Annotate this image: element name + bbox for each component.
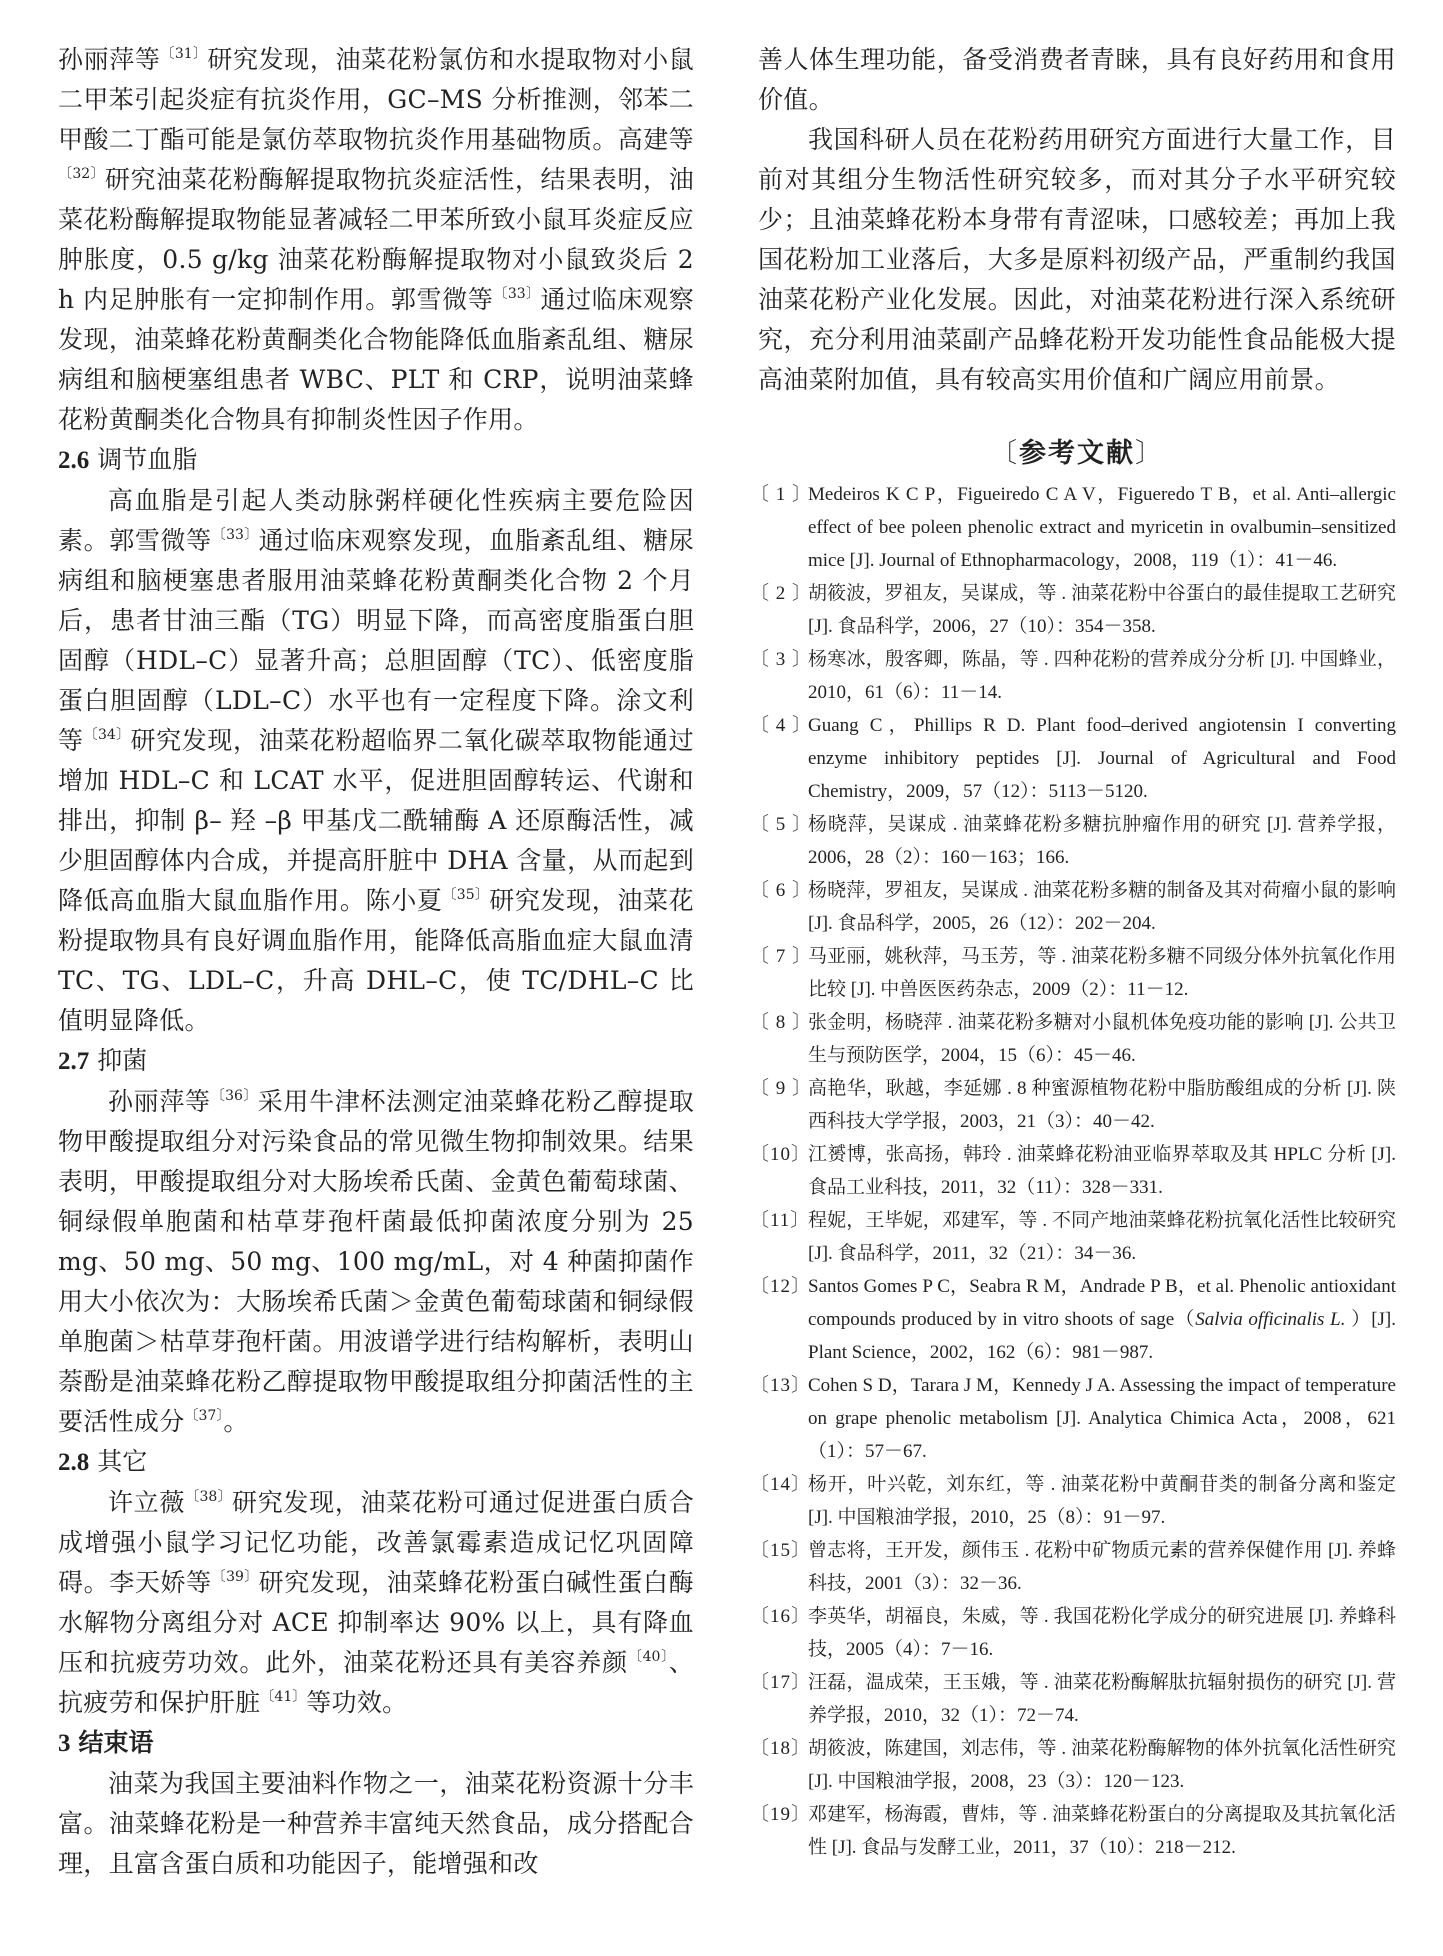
- reference-text: 胡筱波，罗祖友，吴谋成，等 . 油菜花粉中谷蛋白的最佳提取工艺研究 [J]. 食品科学，2006，27（10）：354－358.: [808, 583, 1396, 637]
- reference-text: 程妮，王毕妮，邓建军，等 . 不同产地油菜蜂花粉抗氧化活性比较研究 [J]. 食品科学，2011，32（21）：34－36.: [808, 1210, 1396, 1264]
- section-heading: [58, 1041, 694, 1082]
- reference-number: 〔11〕: [750, 1210, 811, 1231]
- citation-marker[interactable]: 〔41〕: [260, 1689, 307, 1705]
- reference-species-name: Salvia officinalis L.: [1195, 1309, 1346, 1330]
- reference-item: [750, 1600, 1396, 1666]
- reference-item: [750, 643, 1396, 709]
- reference-item: [750, 1468, 1396, 1534]
- conclusion-paragraph: 我国科研人员在花粉药用研究方面进行大量工作，目前对其组分生物活性研究较多，而对其分子水平研究较少；且油菜蜂花粉本身带有青涩味，口感较差；再加上我国花粉加工业落后，大多是原料初级产品，严重制约我国油菜花粉产业化发展。因此，对油菜花粉进行深入系统研究，充分利用油菜副产品蜂花粉开发功能性食品能极大提高油菜附加值，具有较高实用价值和广阔应用前景。: [758, 125, 1396, 394]
- reference-item: [750, 808, 1396, 874]
- body-paragraph: [58, 1764, 694, 1884]
- body-paragraph: [58, 481, 694, 1041]
- reference-item: [750, 1006, 1396, 1072]
- reference-item: [750, 1270, 1396, 1369]
- reference-number: 〔10〕: [750, 1144, 812, 1165]
- paragraph-text: 采用牛津杯法测定油菜蜂花粉乙醇提取物甲酸提取组分对污染食品的常见微生物抑制效果。结果表明，甲酸提取组分对大肠埃希氏菌、金黄色葡萄球菌、铜绿假单胞菌和枯草芽孢杆菌最低抑菌浓度分别为 25 mg、50 mg、50 mg、100 mg/mL，对 4 种菌抑菌作用大小依次为：大肠埃希氏菌＞金黄色葡萄球菌和铜绿假单胞菌＞枯草芽孢杆菌。用波谱学进行结构解析，表明山萘酚是油菜蜂花粉乙醇提取物甲酸提取组分抑菌活性的主要活性成分: [58, 1087, 694, 1436]
- paragraph-text: 研究发现，油菜蜂花粉蛋白碱性蛋白酶水解物分离组分对 ACE 抑制率达 90% 以上，具有降血压和抗疲劳功效。此外，油菜花粉还具有美容养颜: [58, 1568, 694, 1677]
- reference-list: [750, 478, 1396, 1864]
- reference-text: Cohen S D，Tarara J M，Kennedy J A. Assessing the impact of temperature on grape phenolic metabolism [J]. Analytica Chimica Acta，2008，621（1）：57－67.: [808, 1375, 1396, 1462]
- reference-text: 张金明，杨晓萍 . 油菜花粉多糖对小鼠机体免疫功能的影响 [J]. 公共卫生与预防医学，2004，15（6）：45－46.: [808, 1012, 1396, 1066]
- reference-number: 〔 1 〕: [750, 484, 813, 505]
- reference-number: 〔14〕: [750, 1474, 812, 1495]
- reference-number: 〔17〕: [750, 1672, 812, 1693]
- paragraph-text: 研究发现，油菜花粉超临界二氧化碳萃取物能通过增加 HDL–C 和 LCAT 水平，促进胆固醇转运、代谢和排出，抑制 β– 羟 –β 甲基戊二酰辅酶 A 还原酶活性，减少胆固醇体内合成，并提高肝脏中 DHA 含量，从而起到降低高血脂大鼠血脂作用。陈小夏: [58, 726, 694, 915]
- reference-text: 邓建军，杨海霞，曹炜，等 . 油菜蜂花粉蛋白的分离提取及其抗氧化活性 [J]. 食品与发酵工业，2011，37（10）：218－212.: [808, 1804, 1396, 1858]
- body-paragraph: [58, 1082, 694, 1442]
- reference-number: 〔 9 〕: [750, 1078, 813, 1099]
- reference-number: 〔18〕: [750, 1738, 812, 1759]
- reference-text: 胡筱波，陈建国，刘志伟，等 . 油菜花粉酶解物的体外抗氧化活性研究 [J]. 中国粮油学报，2008，23（3）：120－123.: [808, 1738, 1396, 1792]
- section-number: 3: [58, 1730, 71, 1757]
- section-title: 调节血脂: [97, 445, 198, 474]
- references-heading-text: 参考文献: [1019, 438, 1135, 469]
- reference-text: 杨晓萍，吴谋成 . 油菜蜂花粉多糖抗肿瘤作用的研究 [J]. 营养学报，2006，28（2）：160－163；166.: [808, 814, 1396, 868]
- left-column: [58, 40, 694, 1884]
- reference-number: 〔12〕: [750, 1276, 812, 1297]
- references-heading-close-bracket: 〕: [1135, 438, 1164, 469]
- paragraph-text: 等功效。: [306, 1688, 408, 1717]
- references-heading: [758, 434, 1396, 474]
- reference-text: Medeiros K C P，Figueiredo C A V，Figueredo T B，et al. Anti–allergic effect of bee poleen phenolic extract and myricetin in ovalbumin–sensitized mice [J]. Journal of Ethnopharmacology，2008，119（1）：41－46.: [808, 484, 1396, 571]
- reference-text: 高艳华，耿越，李延娜 . 8 种蜜源植物花粉中脂肪酸组成的分析 [J]. 陕西科技大学学报，2003，21（3）：40－42.: [808, 1078, 1396, 1132]
- section-number: 2.8: [58, 1449, 90, 1476]
- section-heading: [58, 1442, 694, 1483]
- paragraph-text: 。: [223, 1407, 249, 1436]
- paragraph-text: 、抗疲劳和保护肝脏: [58, 1648, 694, 1717]
- citation-marker[interactable]: 〔33〕: [493, 286, 541, 302]
- reference-text: 杨晓萍，罗祖友，吴谋成 . 油菜花粉多糖的制备及其对荷瘤小鼠的影响 [J]. 食品科学，2005，26（12）：202－204.: [808, 880, 1396, 934]
- references-heading-open-bracket: 〔: [990, 438, 1019, 469]
- conclusion-paragraph-continued: 善人体生理功能，备受消费者青睐，具有良好药用和食用价值。: [758, 45, 1396, 114]
- reference-text: 马亚丽，姚秋萍，马玉芳，等 . 油菜花粉多糖不同级分体外抗氧化作用比较 [J]. 中兽医医药杂志，2009（2）：11－12.: [808, 946, 1396, 1000]
- citation-marker[interactable]: 〔33〕: [211, 527, 259, 543]
- reference-item: [750, 1072, 1396, 1138]
- citation-marker[interactable]: 〔40〕: [628, 1649, 669, 1665]
- reference-item: [750, 1204, 1396, 1270]
- right-column: [750, 40, 1396, 1864]
- reference-item: [750, 1732, 1396, 1798]
- body-paragraph: [58, 1483, 694, 1723]
- reference-number: 〔 6 〕: [750, 880, 813, 901]
- section-number: 2.6: [58, 447, 90, 474]
- reference-item: [750, 1369, 1396, 1468]
- reference-text: Guang C，Phillips R D. Plant food–derived angiotensin I converting enzyme inhibitory peptides [J]. Journal of Agricultural and Food Chemistry，2009，57（12）：5113－5120.: [808, 715, 1396, 802]
- reference-text: ）[J]. Plant Science，2002，162（6）：981－987.: [808, 1309, 1396, 1363]
- reference-number: 〔 8 〕: [750, 1012, 813, 1033]
- reference-number: 〔 5 〕: [750, 814, 813, 835]
- paragraph-text: 研究油菜花粉酶解提取物抗炎症活性，结果表明，油菜花粉酶解提取物能显著减轻二甲苯所致小鼠耳炎症反应肿胀度，0.5 g/kg 油菜花粉酶解提取物对小鼠致炎后 2 h 内足肿胀有一定抑制作用。郭雪微等: [58, 165, 694, 314]
- reference-number: 〔 3 〕: [750, 649, 813, 670]
- reference-text: 杨寒冰，殷客卿，陈晶，等 . 四种花粉的营养成分分析 [J]. 中国蜂业，2010，61（6）：11－14.: [808, 649, 1396, 703]
- reference-item: [750, 874, 1396, 940]
- citation-marker[interactable]: 〔38〕: [185, 1489, 233, 1505]
- reference-item: [750, 478, 1396, 577]
- reference-item: [750, 1138, 1396, 1204]
- reference-number: 〔13〕: [750, 1375, 812, 1396]
- reference-item: [750, 1666, 1396, 1732]
- section-heading: [58, 1723, 694, 1764]
- reference-number: 〔15〕: [750, 1540, 812, 1561]
- citation-marker[interactable]: 〔34〕: [83, 727, 131, 743]
- reference-item: [750, 577, 1396, 643]
- reference-text: 江赟博，张高扬，韩玲 . 油菜蜂花粉油亚临界萃取及其 HPLC 分析 [J]. 食品工业科技，2011，32（11）：328－331.: [808, 1144, 1396, 1198]
- reference-text: 汪磊，温成荣，王玉娥，等 . 油菜花粉酶解肽抗辐射损伤的研究 [J]. 营养学报，2010，32（1）：72－74.: [808, 1672, 1396, 1726]
- reference-text: 曾志将，王开发，颜伟玉 . 花粉中矿物质元素的营养保健作用 [J]. 养蜂科技，2001（3）：32－36.: [808, 1540, 1396, 1594]
- reference-text: 杨开，叶兴乾，刘东红，等 . 油菜花粉中黄酮苷类的制备分离和鉴定 [J]. 中国粮油学报，2010，25（8）：91－97.: [808, 1474, 1396, 1528]
- paragraph-text: 研究发现，油菜花粉可通过促进蛋白质合成增强小鼠学习记忆功能，改善氯霉素造成记忆巩固障碍。李天娇等: [58, 1488, 694, 1597]
- paragraph-text: 研究发现，油菜花粉氯仿和水提取物对小鼠二甲苯引起炎症有抗炎作用，GC–MS 分析推测，邻苯二甲酸二丁酯可能是氯仿萃取物抗炎作用基础物质。高建等: [58, 45, 694, 154]
- reference-item: [750, 1798, 1396, 1864]
- paragraph-text: 油菜为我国主要油料作物之一，油菜花粉资源十分丰富。油菜蜂花粉是一种营养丰富纯天然食品，成分搭配合理，且富含蛋白质和功能因子，能增强和改: [58, 1769, 694, 1878]
- reference-number: 〔 4 〕: [750, 715, 813, 736]
- citation-marker[interactable]: 〔39〕: [211, 1569, 259, 1585]
- reference-number: 〔19〕: [750, 1804, 812, 1825]
- citation-marker[interactable]: 〔32〕: [58, 166, 105, 182]
- reference-text: Santos Gomes P C，Seabra R M，Andrade P B，et al. Phenolic antioxidant compounds produced by in vitro shoots of sage（: [808, 1276, 1396, 1330]
- reference-number: 〔16〕: [750, 1606, 812, 1627]
- paragraph-text: 许立薇: [108, 1488, 186, 1517]
- body-paragraph: [58, 40, 694, 440]
- paragraph-text: 研究发现，油菜花粉提取物具有良好调血脂作用，能降低高脂血症大鼠血清 TC、TG、LDL–C，升高 DHL–C，使 TC/DHL–C 比值明显降低。: [58, 886, 694, 1035]
- section-title: 结束语: [78, 1728, 154, 1757]
- citation-marker[interactable]: 〔35〕: [442, 887, 490, 903]
- reference-text: 李英华，胡福良，朱威，等 . 我国花粉化学成分的研究进展 [J]. 养蜂科技，2005（4）：7－16.: [808, 1606, 1396, 1660]
- paragraph-text: 孙丽萍等: [108, 1087, 211, 1116]
- citation-marker[interactable]: 〔36〕: [210, 1088, 258, 1104]
- paragraph-text: 孙丽萍等: [58, 45, 161, 74]
- section-heading: [58, 440, 694, 481]
- paragraph-text: 通过临床观察发现，血脂紊乱组、糖尿病组和脑梗塞患者服用油菜蜂花粉黄酮类化合物 2 个月后，患者甘油三酯（TG）明显下降，而高密度脂蛋白胆固醇（HDL–C）显著升高；总胆固醇（TC）、低密度脂蛋白胆固醇（LDL–C）水平也有一定程度下降。涂文利等: [58, 526, 694, 755]
- reference-number: 〔 2 〕: [750, 583, 813, 604]
- reference-item: [750, 1534, 1396, 1600]
- paragraph-text: 通过临床观察发现，油菜蜂花粉黄酮类化合物能降低血脂紊乱组、糖尿病组和脑梗塞组患者 WBC、PLT 和 CRP，说明油菜蜂花粉黄酮类化合物具有抑制炎性因子作用。: [58, 285, 694, 434]
- reference-item: [750, 709, 1396, 808]
- citation-marker[interactable]: 〔37〕: [184, 1408, 224, 1424]
- citation-marker[interactable]: 〔31〕: [160, 46, 208, 62]
- reference-number: 〔 7 〕: [750, 946, 813, 967]
- paragraph-text: 高血脂是引起人类动脉粥样硬化性疾病主要危险因素。郭雪微等: [58, 486, 694, 555]
- section-title: 抑菌: [97, 1046, 148, 1075]
- section-title: 其它: [97, 1447, 148, 1476]
- section-number: 2.7: [58, 1048, 90, 1075]
- reference-item: [750, 940, 1396, 1006]
